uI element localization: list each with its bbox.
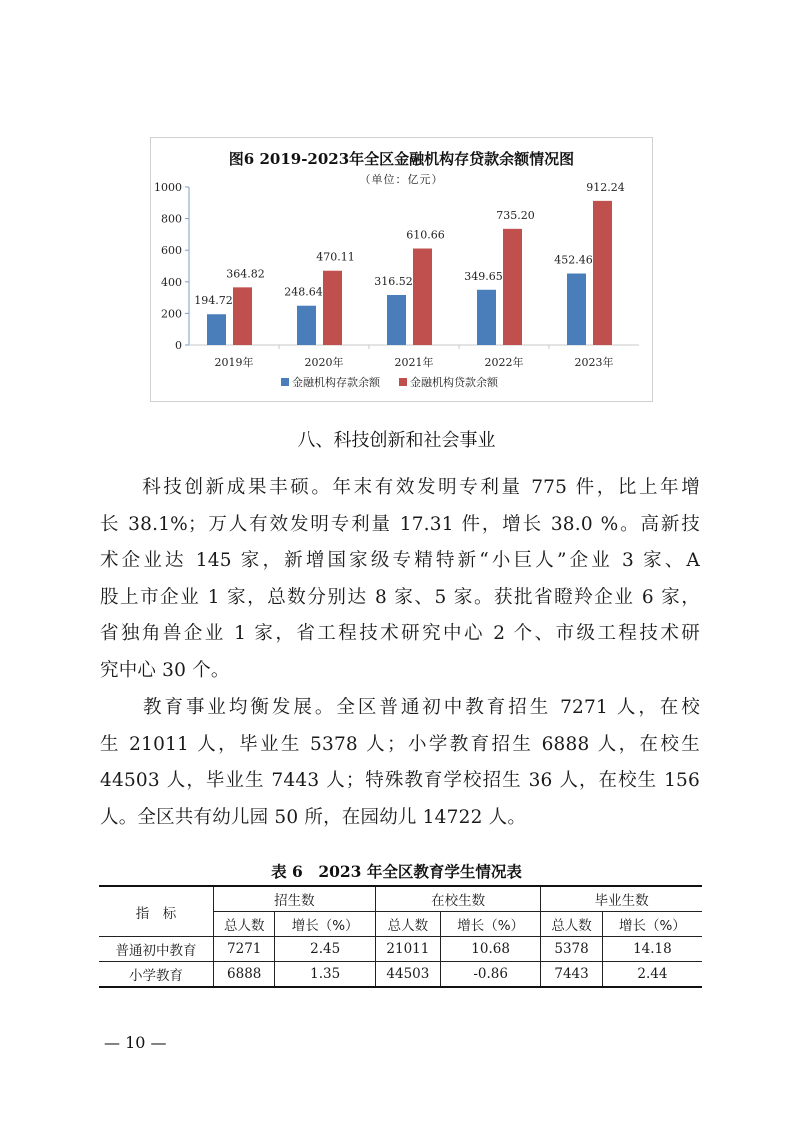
row-label: 普通初中教育 [99,937,214,962]
table-cell: 14.18 [602,937,702,962]
bar-loan [593,201,612,345]
bar-deposit [387,295,406,345]
y-tick-label: 200 [161,307,182,321]
table-cell: 44503 [375,962,440,988]
bar-deposit [567,274,586,345]
paragraph-line: 股上市企业 1 家，总数分别达 8 家、5 家。获批省瞪羚企业 6 家， [100,586,700,608]
paragraph-line: 人。全区共有幼儿园 50 所，在园幼儿 14722 人。 [100,806,527,828]
legend-swatch-deposit [281,378,289,386]
table-cell: 7443 [541,962,602,988]
legend-label: 金融机构贷款余额 [410,376,498,389]
data-label: 912.24 [586,180,625,194]
data-label: 364.82 [226,267,265,281]
paragraph-line: 生 21011 人，毕业生 5378 人；小学教育招生 6888 人，在校生 [100,733,700,755]
x-tick-label: 2020年 [304,356,344,369]
data-label: 349.65 [464,269,503,283]
paragraph-tech [100,470,700,689]
data-label: 610.66 [406,228,445,242]
table-cell: 2.44 [602,962,702,988]
y-tick-label: 1000 [154,181,182,194]
bar-deposit [477,290,496,345]
header-group-in-school: 在校生数 [375,886,540,912]
paragraph-line: 究中心 30 个。 [100,659,230,681]
paragraph-line: 44503 人，毕业生 7443 人；特殊教育学校招生 36 人，在校生 156 [100,770,700,791]
table-header-row [99,886,702,912]
table-cell: -0.86 [440,962,540,988]
table-title: 表 6 2023 年全区教育学生情况表 [271,862,522,881]
legend-label: 金融机构存款余额 [292,376,380,389]
header-indicator: 指 标 [99,886,214,937]
subheader-total: 总人数 [214,912,275,937]
bar-deposit [207,314,226,345]
table-cell: 6888 [214,962,275,988]
chart-figure [150,137,653,402]
y-tick-label: 800 [161,212,182,226]
y-tick-label: 600 [161,244,182,258]
paragraph-line: 科技创新成果丰硕。年末有效发明专利量 775 件，比上年增 [100,477,700,498]
x-tick-label: 2019年 [214,356,254,369]
x-tick-label: 2022年 [484,356,524,369]
subheader-growth: 增长（%） [602,912,702,937]
header-group-graduates: 毕业生数 [541,886,702,912]
data-label: 470.11 [316,250,355,264]
paragraph-line: 长 38.1%；万人有效发明专利量 17.31 件，增长 38.0 %。高新技 [100,513,700,535]
bar-chart [151,138,652,401]
table-row [99,937,702,962]
y-tick-label: 400 [161,275,182,289]
data-label: 248.64 [284,285,323,299]
bar-deposit [297,306,316,345]
subheader-growth: 增长（%） [275,912,375,937]
legend-swatch-loan [399,378,407,386]
education-table [99,885,702,988]
subheader-total: 总人数 [375,912,440,937]
table-cell: 7271 [214,937,275,962]
y-tick-label: 0 [175,339,182,352]
data-label: 194.72 [194,294,233,308]
chart-title: 图6 2019-2023年全区金融机构存贷款余额情况图 [228,150,575,168]
row-label: 小学教育 [99,962,214,988]
data-label: 735.20 [496,208,535,222]
bar-loan [413,249,432,345]
bar-loan [233,287,252,345]
table-row [99,962,702,988]
table-cell: 2.45 [275,937,375,962]
subheader-growth: 增长（%） [440,912,540,937]
x-tick-label: 2021年 [394,356,434,369]
paragraph-line: 省独角兽企业 1 家，省工程技术研究中心 2 个、市级工程技术研 [100,623,700,644]
table-cell: 10.68 [440,937,540,962]
table-cell: 21011 [375,937,440,962]
table-cell: 1.35 [275,962,375,988]
table-cell: 5378 [541,937,602,962]
paragraph-line: 术企业达 145 家，新增国家级专精特新“小巨人”企业 3 家、A [100,550,700,571]
bar-loan [503,229,522,345]
data-label: 452.46 [554,253,593,267]
bar-loan [323,271,342,345]
chart-subtitle: （单位：亿元） [359,173,444,186]
header-group-enrollment: 招生数 [214,886,376,912]
section-title: 八、科技创新和社会事业 [297,430,496,451]
page-number: — 10 — [104,1033,167,1052]
subheader-total: 总人数 [541,912,602,937]
paragraph-education [100,690,700,836]
x-tick-label: 2023年 [574,356,614,369]
paragraph-line: 教育事业均衡发展。全区普通初中教育招生 7271 人，在校 [100,697,700,718]
data-label: 316.52 [374,274,413,288]
